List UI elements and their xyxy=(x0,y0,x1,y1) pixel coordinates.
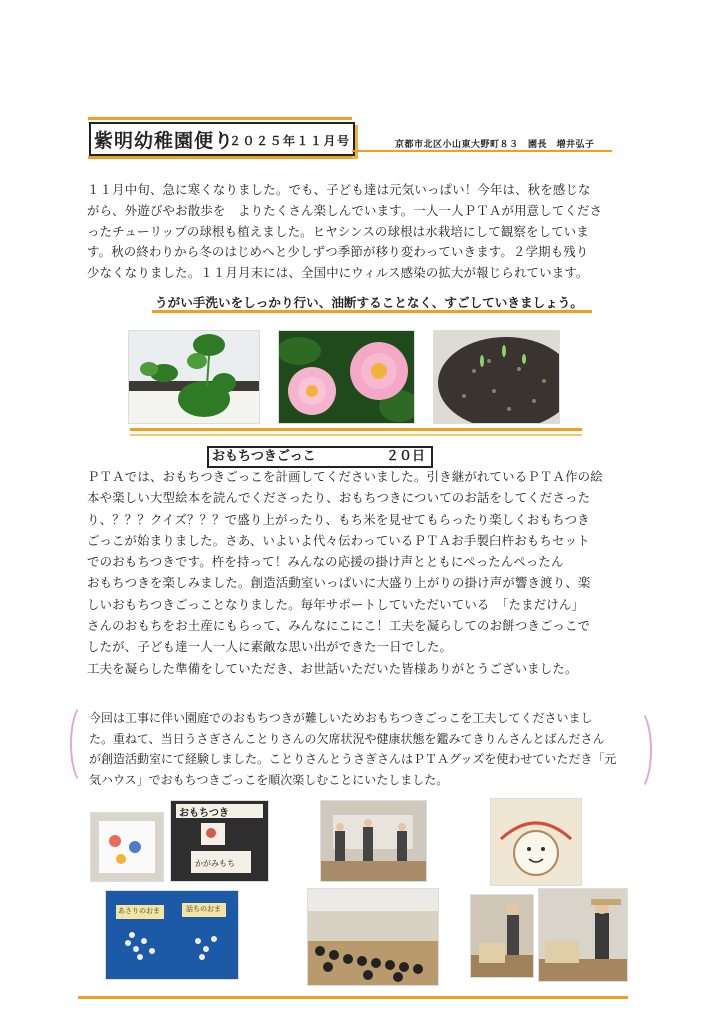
section-line: しいおもちつきごっことなりました。毎年サポートしていただいている 「たまだけん」 xyxy=(87,596,585,612)
photo-mochi-pounding-2 xyxy=(538,888,628,982)
note-right-bracket xyxy=(622,708,652,792)
header-underline-top xyxy=(88,117,352,120)
issue-label: ２０２５年１１月号 xyxy=(229,134,351,148)
card-label-2: 話ちのおま xyxy=(186,905,221,913)
section-title-box xyxy=(207,446,433,468)
section-paragraph xyxy=(87,466,603,679)
photo-strawberry-plant xyxy=(128,330,260,424)
photos-underline xyxy=(130,428,582,431)
section-line: り、？？？クイズ？？？で盛り上がったり、もち米を見せてもらったり楽しくおもちつき xyxy=(87,511,590,527)
photo-mochi-pounding-1 xyxy=(470,894,534,978)
photos-underline-2 xyxy=(130,434,582,436)
board-label: おもちつき xyxy=(179,808,229,819)
photo-mochi-house xyxy=(490,798,582,886)
section-line: おもちつきを楽しみました。創造活動室いっぱいに大盛り上がりの掛け声が響き渡り、楽 xyxy=(87,575,591,591)
intro-emphasis: うがい手洗いをしっかり行い、油断することなく、すごしていきましょう。 xyxy=(155,295,583,310)
section-line: 工夫を凝らした準備をしていただき、お世話いただいた皆様ありがとうございました。 xyxy=(87,660,578,676)
footer-rule xyxy=(78,996,628,999)
section-line: したが、子ども達一人一人に素敵な思い出ができた一日でした。 xyxy=(87,639,453,655)
photo-children-hall xyxy=(307,888,439,986)
photo-bulb-pot xyxy=(433,330,560,424)
photo-mochi-board xyxy=(170,800,269,882)
note-paragraph xyxy=(89,708,616,790)
photo-adults-room xyxy=(320,800,427,882)
photo-camellia-flowers xyxy=(278,330,415,424)
section-title: おもちつきごっこ xyxy=(212,449,316,464)
section-line: 本や楽しい大型絵本を読んでくださったり、おもちつきについてのお話をしてくださった xyxy=(87,490,591,506)
header-underline-right xyxy=(352,150,612,152)
intro-line: 少なくなりました。１１月月末には、全国中にウィルス感染の拡大が報じられています。 xyxy=(87,265,589,281)
photo-rice-cards xyxy=(105,890,239,980)
intro-paragraph xyxy=(87,180,602,284)
intro-line: す。秋の終わりから冬のはじめへと少しずつ季節が移り変わっていきます。２学期も残り xyxy=(87,244,589,260)
intro-line: １１月中旬、急に寒くなりました。でも、子ども達は元気いっぱい！今年は、秋を感じな xyxy=(87,182,591,197)
newsletter-title: 紫明幼稚園便り xyxy=(94,130,235,152)
section-line: でのおもちつきです。杵を持って！みんなの応援の掛け声とともにぺったんぺったん xyxy=(87,554,564,570)
header-underline-bottom xyxy=(88,156,352,159)
note-line: 気ハウス」でおもちつきごっこを順次楽しむことにいたしました。 xyxy=(89,772,449,787)
note-line: が創造活動室にて経験しました。ことりさんとうさぎさんはＰＴＡグッズを使わせていただき「元 xyxy=(89,752,617,766)
intro-line: ったチューリップの球根も植えました。ヒヤシンスの球根は水栽培にして観察をしていま xyxy=(87,223,589,239)
photo-craft-cards xyxy=(90,812,164,882)
card-label-1: あさりのおま xyxy=(118,907,160,915)
intro-line: がら、外遊びやお散歩を よりたくさん楽しんでいます。一人一人ＰＴＡが用意してくださ xyxy=(87,202,603,218)
note-line: た。重ねて、当日うさぎさんことりさんの欠席状況や健康状態を鑑みてきりんさんとばんださん xyxy=(89,731,605,746)
board-label-2: かがみもち xyxy=(195,859,235,868)
section-line: ＰＴＡでは、おもちつきごっこを計画してくださいました。引き継がれているＰＴＡ作の絵 xyxy=(87,469,603,484)
section-date: ２０日 xyxy=(385,449,425,464)
address-principal: 京都市北区小山東大野町８３ 園長 増井弘子 xyxy=(395,140,595,150)
emphasis-underline xyxy=(152,310,592,313)
section-line: ごっこが始まりました。さあ、いよいよ代々伝わっているＰＴＡお手製臼杵おもちセット xyxy=(87,532,590,548)
section-line: さんのおもちをお土産にもらって、みんなにこにこ！工夫を凝らしてのお餅つきごっこで xyxy=(87,618,591,634)
note-line: 今回は工事に伴い園庭でのおもちつきが難しいためおもちつきごっこを工夫してくださいまし xyxy=(89,711,593,725)
